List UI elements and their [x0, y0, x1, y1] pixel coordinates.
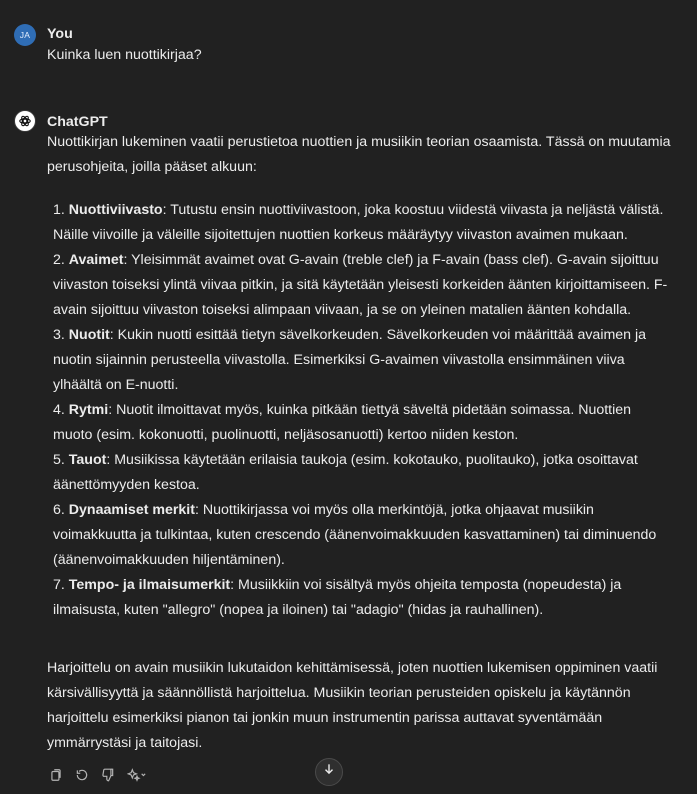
regenerate-icon[interactable]	[73, 766, 90, 783]
numbered-list	[47, 198, 672, 623]
arrow-down-icon	[322, 760, 336, 785]
list-item: 3. Nuotit: Kukin nuotti esittää tietyn sävelkorkeuden. Sävelkorkeuden voi määrittää avaimen ja nuotin sijainnin perusteella viivastolla. Esimerkiksi G-avaimen viivastolla ensimmäinen viiva ylhäältä on E-nuotti.	[53, 327, 647, 393]
scroll-to-bottom-button[interactable]	[315, 758, 343, 786]
message-actions	[47, 766, 149, 783]
copy-icon[interactable]	[47, 766, 64, 783]
user-avatar	[14, 24, 36, 46]
assistant-outro: Harjoittelu on avain musiikin lukutaidon kehittämisessä, joten nuottien lukemisen oppiminen vaatii kärsivällisyyttä ja säännöllistä harjoittelua. Musiikin teorian perusteiden opiskelu ja käytännön harjoittelu esimerkiksi pianon tai jonkin muun instrumentin parissa auttavat syventämään ymmärrystäsi ja taitojasi.	[47, 660, 658, 751]
list-item: 4. Rytmi: Nuotit ilmoittavat myös, kuinka pitkään tiettyä säveltä pidetään soimassa. Nuottien muoto (esim. kokonuotti, puolinuotti, neljäsosanuotti) kertoo niiden keston.	[53, 402, 632, 443]
user-message-text: Kuinka luen nuottikirjaa?	[47, 47, 202, 63]
assistant-author-name: ChatGPT	[47, 114, 108, 130]
list-item: 5. Tauot: Musiikissa käytetään erilaisia taukoja (esim. kokotauko, puolitauko), jotka osoittavat äänettömyyden kestoa.	[53, 452, 638, 493]
user-author-name: You	[47, 26, 73, 42]
chatgpt-logo-icon	[14, 110, 36, 132]
list-item: 2. Avaimet: Yleisimmät avaimet ovat G-avain (treble clef) ja F-avain (bass clef). G-avain sijoittuu viivaston toiseksi ylintä viivaa pitkin, ja sitä käytetään yleisesti korkeiden äänten kirjoittamiseen. F-avain sijoittuu viivaston toiseksi alimpaan viivaan, ja se on yleinen matalien äänten kohdalla.	[53, 252, 668, 318]
list-item: 7. Tempo- ja ilmaisumerkit: Musiikkiin voi sisältyä myös ohjeita temposta (nopeudesta) ja ilmaisusta, kuten "allegro" (nopea ja iloinen) tai "adagio" (hidas ja rauhallinen).	[53, 577, 622, 618]
user-avatar-initials: JA	[19, 29, 31, 40]
thumbs-down-icon[interactable]	[99, 766, 116, 783]
user-message	[14, 24, 677, 74]
list-item: 6. Dynaamiset merkit: Nuottikirjassa voi myös olla merkintöjä, jotka ohjaavat musiikin voimakkuutta ja tulkintaa, kuten crescendo (äänenvoimakkuuden kasvattaminen) tai diminuendo (äänenvoimakkuuden hiljentäminen).	[53, 502, 657, 568]
model-switch-icon[interactable]	[125, 766, 149, 783]
assistant-message	[14, 110, 677, 760]
assistant-intro: Nuottikirjan lukeminen vaatii perustietoa nuottien ja musiikin teorian osaamista. Tässä on muutamia perusohjeita, joilla pääset alkuun:	[47, 134, 671, 175]
list-item: 1. Nuottiviivasto: Tutustu ensin nuottiviivastoon, joka koostuu viidestä viivasta ja neljästä välistä. Näille viivoille ja väleille sijoitettujen nuottien korkeus määräytyy viivaston avaimen mukaan.	[53, 202, 664, 243]
